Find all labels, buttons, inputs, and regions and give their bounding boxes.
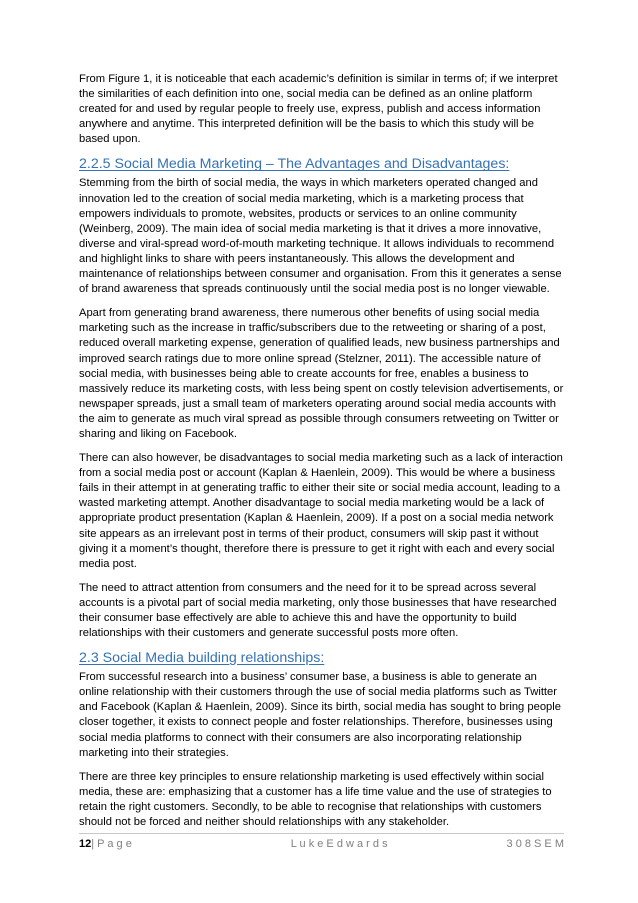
paragraph: Stemming from the birth of social media, the ways in which marketers operated changed and innovation led to the creation of social media marketing, which is a marketing process that empowers individuals to promote, websites, products or services to an online community (Weinberg, 2009). The main idea of social media marketing is that it drives a more innovative, diverse and viral-spread word-of-mouth marketing technique. It allows individuals to recommend and highlight links to share with peers instantaneously. This allows the development and maintenance of relationships between consumer and organisation. From this it generates a sense of brand awareness that spreads continuously until the social media post is no longer viewable. [79,177,562,296]
page-footer [79,838,564,850]
page-indicator [79,838,132,850]
footer-code: 3 0 8 S E M [506,838,564,850]
paragraph: There are three key principles to ensure relationship marketing is used effectively within social media, these are: emphasizing that a customer has a life time value and the use of strategies to retain the right customers. Secondly, to be able to recognise that relationships with customers should not be forced and neither should relationships with any stakeholder. [79,770,552,829]
footer-divider [79,833,564,834]
paragraph: From Figure 1, it is noticeable that each academic’s definition is similar in terms of; if we interpret the similarities of each definition into one, social media can be defined as an online platform created for and used by regular people to freely use, express, publish and access information anywhere and anytime. This interpreted definition will be the basis to which this study will be based upon. [79,73,558,146]
footer-author: L u k e E d w a r d s [290,838,388,850]
paragraph: There can also however, be disadvantages to social media marketing such as a lack of interaction from a social media post or account (Kaplan & Haenlein, 2009). This would be where a business fails in their attempt in at generating traffic to either their site or social media account, leading to a wasted marketing attempt. Another disadvantage to social media marketing would be a lack of appropriate product presentation (Kaplan & Haenlein, 2009). If a post on a social media network site appears as an irrelevant post in terms of their product, consumers will skip past it without giving it a moment’s thought, therefore there is pressure to get it right with each and every social media post. [79,452,563,570]
section-heading-2-3: 2.3 Social Media building relationships: [79,650,325,667]
page-number: 12 [79,838,92,850]
paragraph: Apart from generating brand awareness, there numerous other benefits of using social media marketing such as the increase in traffic/subscribers due to the retweeting or sharing of a post, reduced overall marketing expense, generation of qualified leads, new business partnerships and improved search ratings due to more online spread (Stelzner, 2011). The accessible nature of social media, with businesses being able to create accounts for free, enables a business to massively reduce its marketing costs, with less being spent on costly television advertisements, or newspaper spreads, just a small team of marketers operating around social media accounts with the aim to generate as much viral spread as possible through consumers retweeting on Twitter or sharing and liking on Facebook. [79,307,564,440]
paragraph: From successful research into a business’ consumer base, a business is able to generate an online relationship with their customers through the use of social media platforms such as Twitter and Facebook (Kaplan & Haenlein, 2009). Since its birth, social media has sought to bring people closer together, it exists to connect people and foster relationships. Therefore, businesses using social media platforms to connect with their consumers are also incorporating relationship marketing into their strategies. [79,671,561,759]
page-label: | P a g e [91,838,132,850]
page-content [79,72,564,839]
paragraph: The need to attract attention from consumers and the need for it to be spread across several accounts is a pivotal part of social media marketing, only those businesses that have researched their consumer base effectively are able to achieve this and have the opportunity to build relationships with their customers and generate successful posts more often. [79,581,557,640]
section-heading-2-2-5: 2.2.5 Social Media Marketing – The Advantages and Disadvantages: [79,156,510,173]
